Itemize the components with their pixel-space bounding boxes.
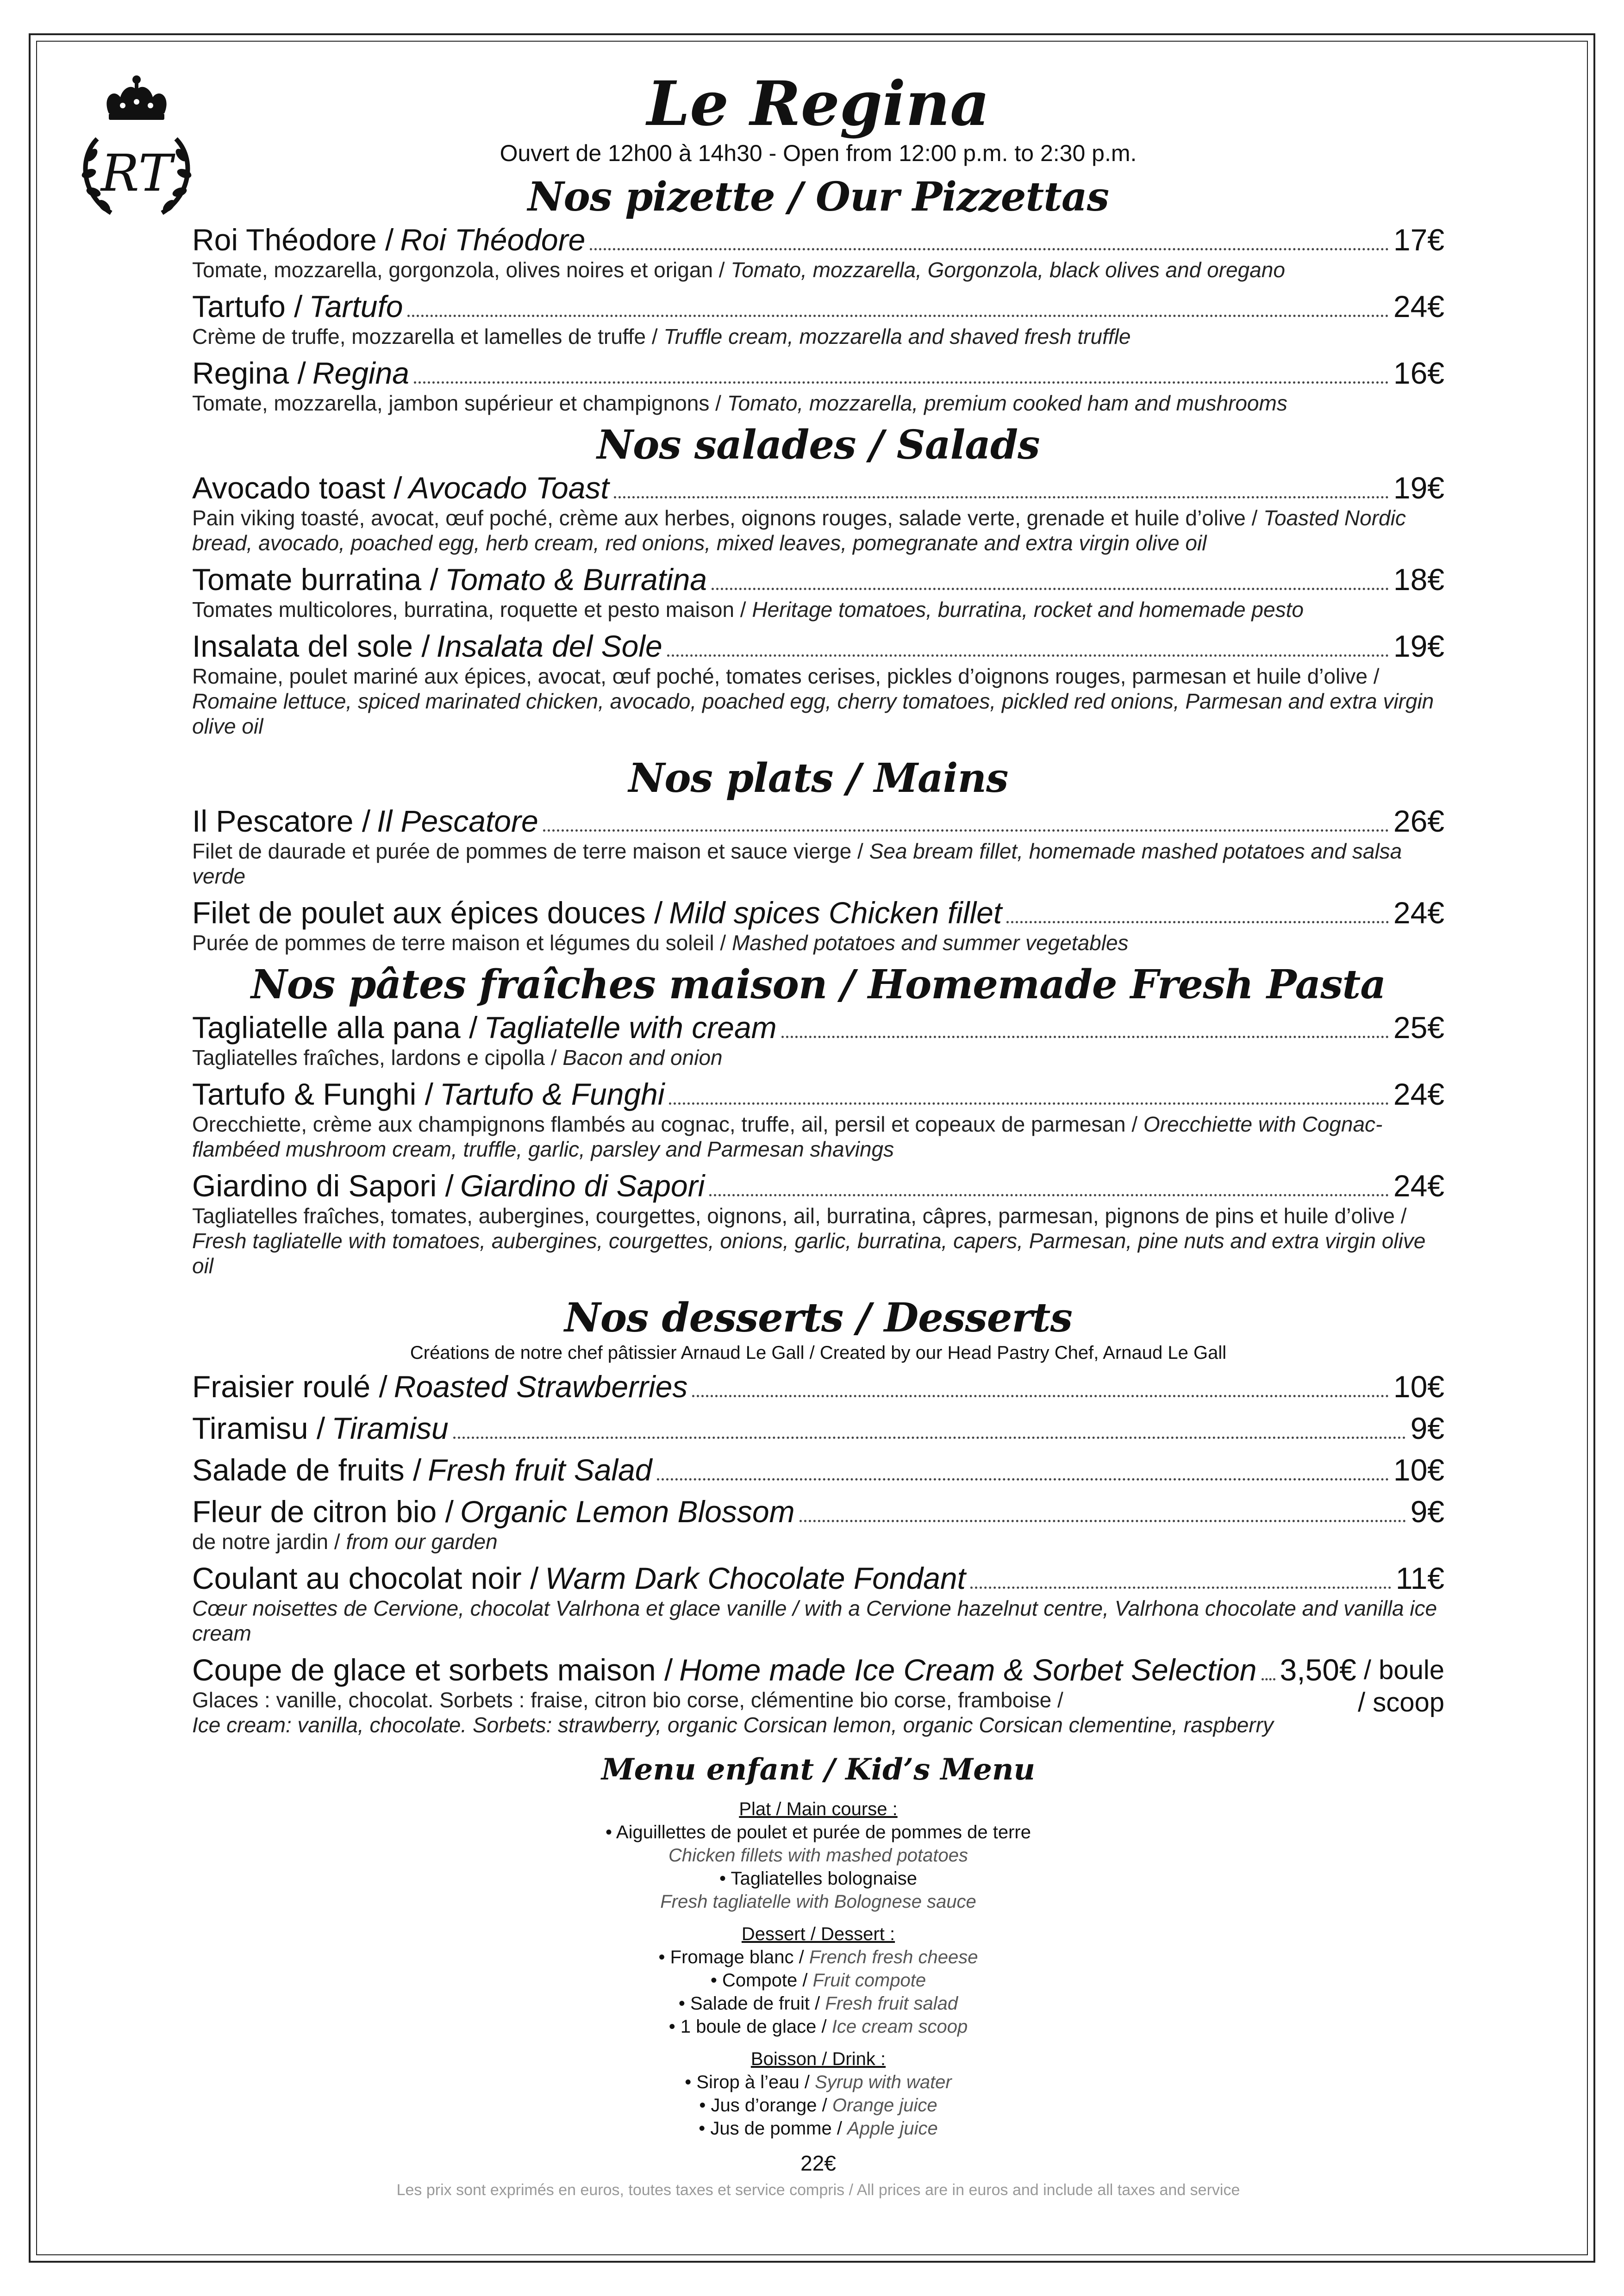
item-name-en: Mild spices Chicken fillet <box>669 896 1002 930</box>
item-name-fr: Tagliatelle alla pana / <box>192 1010 478 1045</box>
item-description <box>192 391 1444 416</box>
item-price: 18€ <box>1393 562 1444 597</box>
item-description-fr: Pain viking toasté, avocat, œuf poché, crème aux herbes, oignons rouges, salade verte, grenade et huile d’olive / <box>192 506 1258 530</box>
kids-item-en: Fresh tagliatelle with Bolognese sauce <box>660 1892 976 1912</box>
item-description-en: from our garden <box>346 1530 498 1554</box>
item-description-en: Truffle cream, mozzarella and shaved fresh truffle <box>663 324 1131 348</box>
restaurant-title: Le Regina <box>647 68 990 140</box>
dot-leader <box>781 1036 1389 1038</box>
item-name-en: Tomato & Burratina <box>444 562 707 597</box>
item-price: 9€ <box>1410 1494 1444 1529</box>
crown-monogram-logo <box>65 69 208 227</box>
menu-item-ice-cream <box>192 1652 1444 1737</box>
item-description-en: Toasted Nordic bread, avocado, poached egg, herb cream, red onions, mixed leaves, pomegranate and extra virgin olive oil <box>192 506 1406 555</box>
kids-menu-line <box>192 1890 1444 1913</box>
item-name-en: Insalata del Sole <box>436 629 662 663</box>
item-name-fr: Avocado toast / <box>192 471 402 505</box>
menu-item <box>192 803 1444 889</box>
section-heading-desserts: Nos desserts / Desserts <box>564 1294 1072 1341</box>
dot-leader <box>970 1587 1391 1589</box>
section-heading-pizzettas: Nos pizette / Our Pizzettas <box>527 174 1109 220</box>
item-name-en: Tiramisu <box>331 1411 449 1445</box>
item-description <box>192 505 1444 555</box>
menu-item <box>192 562 1444 622</box>
pasta-list <box>192 1010 1444 1278</box>
dot-leader <box>800 1520 1406 1522</box>
kids-item-en: French fresh cheese <box>809 1947 978 1967</box>
item-name-en: Tagliatelle with cream <box>484 1010 777 1045</box>
item-price: 3,50€ <box>1280 1653 1356 1687</box>
menu-item <box>192 1168 1444 1278</box>
item-description <box>192 839 1444 889</box>
opening-hours: Ouvert de 12h00 à 14h30 - Open from 12:00 p.m. to 2:30 p.m. <box>500 140 1137 166</box>
menu-item <box>192 895 1444 955</box>
item-name-en: Roi Théodore <box>400 223 586 257</box>
dot-leader <box>414 381 1389 384</box>
item-description-fr: Filet de daurade et purée de pommes de terre maison et sauce vierge / <box>192 839 863 863</box>
kids-item-en: Syrup with water <box>815 2072 952 2092</box>
kids-item-en: Apple juice <box>847 2118 938 2139</box>
menu-item <box>192 355 1444 416</box>
menu-item <box>192 628 1444 739</box>
item-name-en: Regina <box>312 356 409 390</box>
item-description-en: Sea bream fillet, homemade mashed potatoes and salsa verde <box>192 839 1402 888</box>
dot-leader <box>543 829 1389 832</box>
kids-menu-line <box>192 2117 1444 2140</box>
item-name-fr: Fleur de citron bio / <box>192 1494 454 1529</box>
kids-menu-line <box>192 2094 1444 2117</box>
dot-leader <box>657 1478 1389 1481</box>
item-description <box>192 930 1444 955</box>
kids-menu-line <box>192 1867 1444 1890</box>
item-price: 24€ <box>1393 289 1444 324</box>
menu-item <box>192 289 1444 349</box>
mains-list <box>192 803 1444 955</box>
item-name-en: Giardino di Sapori <box>460 1169 705 1203</box>
kids-item-fr: • Fromage blanc / <box>658 1947 804 1967</box>
dot-leader <box>453 1437 1406 1439</box>
item-price: 16€ <box>1393 356 1444 390</box>
item-name-en: Roasted Strawberries <box>394 1369 688 1404</box>
kids-menu-price: 22€ <box>800 2151 836 2175</box>
item-name-fr: Coupe de glace et sorbets maison / <box>192 1653 673 1687</box>
item-price: 9€ <box>1410 1411 1444 1445</box>
section-heading-salads: Nos salades / Salads <box>597 422 1040 468</box>
menu-item <box>192 1076 1444 1162</box>
kids-menu-category: Plat / Main course : <box>739 1799 898 1819</box>
item-name-fr: Tartufo / <box>192 289 303 324</box>
item-price: 19€ <box>1393 629 1444 663</box>
price-unit <box>1356 1652 1444 1719</box>
item-description-en: Heritage tomatoes, burratina, rocket and homemade pesto <box>752 597 1304 622</box>
item-description-en: Mashed potatoes and summer vegetables <box>731 931 1129 955</box>
kids-item-fr: • Tagliatelles bolognaise <box>719 1868 917 1889</box>
logo-monogram: RT <box>100 143 173 203</box>
item-price: 11€ <box>1395 1561 1444 1595</box>
item-name-en: Avocado Toast <box>408 471 609 505</box>
menu-content <box>192 69 1444 2200</box>
section-heading-pasta: Nos pâtes fraîches maison / Homemade Fresh Pasta <box>251 961 1386 1008</box>
item-name-fr: Tiramisu / <box>192 1411 325 1445</box>
item-name-fr: Fraisier roulé / <box>192 1369 387 1404</box>
item-description-fr: Orecchiette, crème aux champignons flambés au cognac, truffe, ail, persil et copeaux de parmesan / <box>192 1112 1138 1136</box>
kids-item-fr: • 1 boule de glace / <box>668 2016 827 2037</box>
item-price: 26€ <box>1393 804 1444 838</box>
item-description-fr: de notre jardin / <box>192 1530 340 1554</box>
item-name-fr: Coulant au chocolat noir / <box>192 1561 539 1595</box>
item-name-fr: Filet de poulet aux épices douces / <box>192 896 663 930</box>
kids-menu-category: Boisson / Drink : <box>750 2049 886 2069</box>
kids-item-fr: • Jus de pomme / <box>699 2118 842 2139</box>
menu-item <box>192 1411 1444 1446</box>
menu-item <box>192 1452 1444 1487</box>
kids-menu-block <box>192 2047 1444 2140</box>
kids-menu-line <box>192 1992 1444 2015</box>
item-description <box>192 1529 1444 1554</box>
item-description-fr: Tomate, mozzarella, jambon supérieur et champignons / <box>192 391 721 415</box>
item-description-en: Tomato, mozzarella, Gorgonzola, black olives and oregano <box>731 258 1285 282</box>
item-name-fr: Roi Théodore / <box>192 223 394 257</box>
kids-menu-line <box>192 1821 1444 1844</box>
item-description-fr: Tomates multicolores, burratina, roquette et pesto maison / <box>192 597 746 622</box>
kids-item-en: Chicken fillets with mashed potatoes <box>668 1845 968 1866</box>
item-name-en: Tartufo <box>309 289 403 324</box>
item-name-en: Il Pescatore <box>377 804 538 838</box>
kids-item-fr: • Sirop à l’eau / <box>685 2072 810 2092</box>
kids-item-en: Orange juice <box>832 2095 937 2116</box>
item-description-fr: Crème de truffe, mozzarella et lamelles de truffe / <box>192 324 658 348</box>
kids-menu-line <box>192 2071 1444 2094</box>
kids-menu-blocks <box>192 1798 1444 2140</box>
item-name-en: Warm Dark Chocolate Fondant <box>545 1561 966 1595</box>
price-unit-scoop: / scoop <box>1358 1687 1444 1717</box>
kids-menu-block <box>192 1923 1444 2038</box>
item-price: 24€ <box>1393 1169 1444 1203</box>
item-description-en: Ice cream: vanilla, chocolate. Sorbets: strawberry, organic Corsican lemon, organic Corsican clementine, raspberry <box>192 1713 1274 1737</box>
dot-leader <box>709 1194 1389 1196</box>
item-name-fr: Tartufo & Funghi / <box>192 1077 433 1111</box>
item-name-fr: Regina / <box>192 356 306 390</box>
kids-menu-block <box>192 1798 1444 1913</box>
pizzettas-list <box>192 222 1444 416</box>
item-price: 10€ <box>1393 1369 1444 1404</box>
item-price: 24€ <box>1393 896 1444 930</box>
item-description-fr: Tagliatelles fraîches, tomates, aubergines, courgettes, oignons, ail, burratina, câpres, parmesan, pignons de pins et huile d’olive / <box>192 1204 1407 1228</box>
kids-menu-line <box>192 1969 1444 1992</box>
dot-leader <box>1262 1678 1275 1680</box>
item-description <box>192 257 1444 282</box>
kids-menu-line <box>192 1946 1444 1969</box>
item-description-en: Fresh tagliatelle with tomatoes, aubergines, courgettes, onions, garlic, burratina, capers, Parmesan, pine nuts and extra virgin olive oil <box>192 1229 1426 1278</box>
item-name-fr: Salade de fruits / <box>192 1453 422 1487</box>
item-description <box>192 597 1444 622</box>
item-description-en: Bacon and onion <box>562 1045 723 1070</box>
item-price: 24€ <box>1393 1077 1444 1111</box>
dot-leader <box>1006 921 1389 923</box>
item-description-fr: Tagliatelles fraîches, lardons e cipolla / <box>192 1045 557 1070</box>
kids-item-en: Fruit compote <box>812 1970 926 1991</box>
item-name-fr: Tomate burratina / <box>192 562 438 597</box>
item-description <box>192 664 1444 739</box>
menu-item <box>192 470 1444 555</box>
item-description <box>192 1203 1444 1278</box>
kids-item-en: Fresh fruit salad <box>825 1993 958 2014</box>
item-price: 17€ <box>1393 223 1444 257</box>
dot-leader <box>712 588 1389 590</box>
item-description <box>192 1112 1444 1162</box>
menu-item <box>192 222 1444 282</box>
dot-leader <box>407 315 1388 317</box>
menu-item <box>192 1369 1444 1404</box>
item-description <box>192 1045 1444 1070</box>
item-name-en: Organic Lemon Blossom <box>460 1494 795 1529</box>
salads-list <box>192 470 1444 739</box>
item-description-fr: Romaine, poulet mariné aux épices, avocat, œuf poché, tomates cerises, pickles d’oignons rouges, parmesan et huile d’olive / <box>192 664 1380 688</box>
item-name-en: Tartufo & Funghi <box>439 1077 665 1111</box>
item-price: 19€ <box>1393 471 1444 505</box>
price-disclaimer: Les prix sont exprimés en euros, toutes taxes et service compris / All prices are in euros and include all taxes and service <box>396 2181 1240 2199</box>
item-name-fr: Insalata del sole / <box>192 629 430 663</box>
item-description <box>192 1596 1444 1646</box>
item-description-en: Tomato, mozzarella, premium cooked ham and mushrooms <box>727 391 1287 415</box>
item-description <box>192 324 1444 349</box>
dot-leader <box>614 496 1389 498</box>
kids-item-fr: • Aiguillettes de poulet et purée de pommes de terre <box>605 1822 1031 1842</box>
item-price: 10€ <box>1393 1453 1444 1487</box>
menu-item <box>192 1010 1444 1070</box>
dot-leader <box>590 248 1389 250</box>
item-description-en: Cœur noisettes de Cervione, chocolat Valrhona et glace vanille / with a Cervione hazelnut centre, Valrhona chocolate and vanilla ice cream <box>192 1596 1437 1645</box>
kids-menu-line <box>192 1844 1444 1867</box>
item-name-fr: Giardino di Sapori / <box>192 1169 454 1203</box>
desserts-list <box>192 1369 1444 1646</box>
item-description-fr: Glaces : vanille, chocolat. Sorbets : fraise, citron bio corse, clémentine bio corse, framboise / <box>192 1688 1063 1712</box>
dot-leader <box>669 1102 1388 1105</box>
kids-item-en: Ice cream scoop <box>831 2016 968 2037</box>
kids-item-fr: • Jus d’orange / <box>699 2095 827 2116</box>
menu-item <box>192 1561 1444 1646</box>
menu-item <box>192 1494 1444 1554</box>
kids-menu-category: Dessert / Dessert : <box>741 1924 895 1944</box>
kids-menu-line <box>192 2015 1444 2038</box>
item-description-fr: Tomate, mozzarella, gorgonzola, olives noires et origan / <box>192 258 725 282</box>
kids-menu <box>192 1751 1444 2177</box>
kids-item-fr: • Salade de fruit / <box>678 1993 820 2014</box>
dot-leader <box>667 654 1389 657</box>
item-price: 25€ <box>1393 1010 1444 1045</box>
section-heading-mains: Nos plats / Mains <box>628 755 1008 802</box>
item-name-fr: Il Pescatore / <box>192 804 371 838</box>
dot-leader <box>692 1395 1388 1397</box>
price-unit-boule: / boule <box>1363 1655 1444 1685</box>
item-description-en: Romaine lettuce, spiced marinated chicken, avocado, poached egg, cherry tomatoes, pickled red onions, Parmesan and extra virgin olive oil <box>192 689 1434 738</box>
item-description <box>192 1687 1356 1737</box>
item-name-en: Home made Ice Cream & Sorbet Selection <box>679 1653 1257 1687</box>
item-description-en: Orecchiette with Cognac-flambéed mushroom cream, truffle, garlic, parsley and Parmesan shavings <box>192 1112 1383 1161</box>
kids-item-fr: • Compote / <box>710 1970 808 1991</box>
desserts-subtitle: Créations de notre chef pâtissier Arnaud Le Gall / Created by our Head Pastry Chef, Arnaud Le Gall <box>410 1343 1227 1363</box>
item-name-en: Fresh fruit Salad <box>428 1453 652 1487</box>
item-description-fr: Purée de pommes de terre maison et légumes du soleil / <box>192 931 726 955</box>
kids-menu-heading: Menu enfant / Kid’s Menu <box>601 1752 1036 1787</box>
